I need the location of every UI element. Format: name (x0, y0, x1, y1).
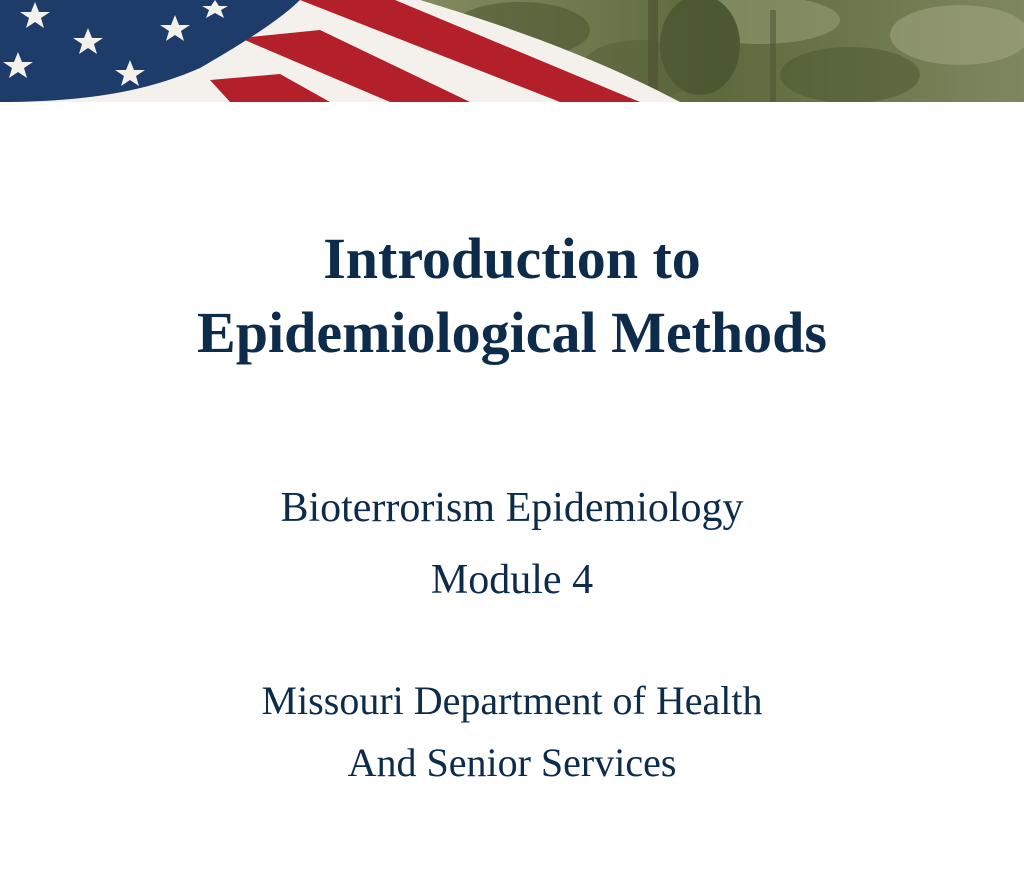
organization-line-2: And Senior Services (347, 740, 677, 785)
subtitle-line-2: Module 4 (430, 557, 594, 603)
organization-line-1: Missouri Department of Health (261, 678, 763, 723)
slide-title (0, 222, 1024, 370)
flag-banner (0, 0, 1024, 102)
subtitle-line-1: Bioterrorism Epidemiology (280, 485, 744, 531)
american-flag-icon (0, 0, 1024, 102)
slide-subtitle (0, 472, 1024, 616)
title-line-1: Introduction to (323, 226, 701, 291)
title-line-2: Epidemiological Methods (197, 300, 827, 365)
organization-name (0, 670, 1024, 794)
